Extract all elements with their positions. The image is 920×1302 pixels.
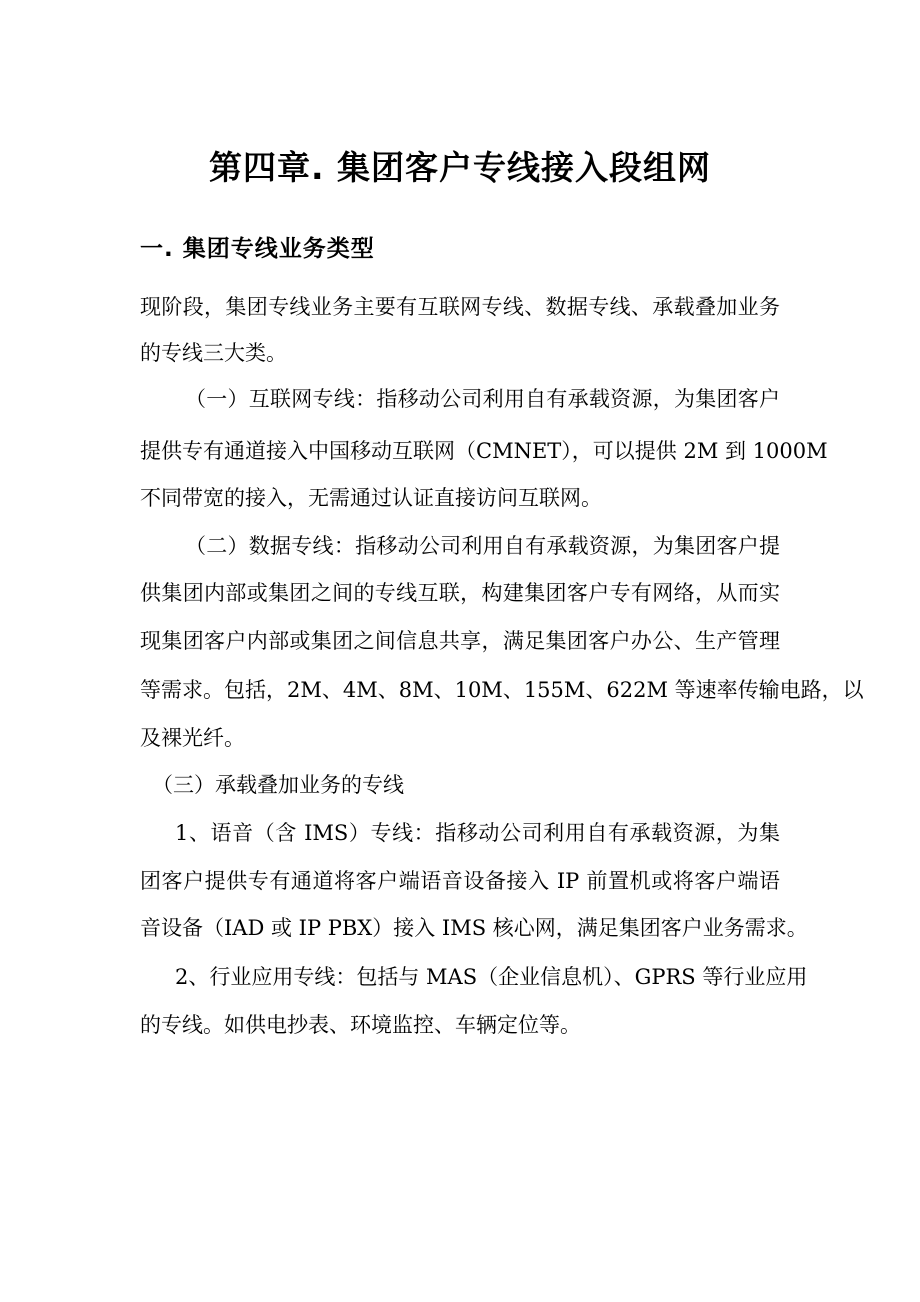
paragraph-line: 的专线三大类。 xyxy=(140,341,287,365)
paragraph-line: 的专线。如供电抄表、环境监控、车辆定位等。 xyxy=(140,1013,581,1037)
paragraph-line: 及裸光纤。 xyxy=(140,726,245,750)
paragraph-line: 1、语音（含 IMS）专线：指移动公司利用自有承载资源，为集 xyxy=(175,821,780,845)
paragraph-line: （二）数据专线：指移动公司利用自有承载资源，为集团客户提 xyxy=(185,534,780,558)
chapter-title: 第四章. 集团客户专线接入段组网 xyxy=(208,148,712,187)
paragraph-line: 团客户提供专有通道将客户端语音设备接入 IP 前置机或将客户端语 xyxy=(140,869,780,893)
paragraph-line: 音设备（IAD 或 IP PBX）接入 IMS 核心网，满足集团客户业务需求。 xyxy=(140,916,808,940)
paragraph-line: 不同带宽的接入，无需通过认证直接访问互联网。 xyxy=(140,486,602,510)
paragraph-line: 提供专有通道接入中国移动互联网（CMNET），可以提供 2M 到 1000M xyxy=(140,439,828,463)
paragraph-line: 等需求。包括，2M、4M、8M、10M、155M、622M 等速率传输电路，以 xyxy=(140,678,864,702)
paragraph-line: 2、行业应用专线：包括与 MAS（企业信息机）、GPRS 等行业应用 xyxy=(175,965,808,989)
paragraph-line: （一）互联网专线：指移动公司利用自有承载资源，为集团客户 xyxy=(185,387,780,411)
section-heading: 一. 集团专线业务类型 xyxy=(140,236,375,262)
paragraph-line: 供集团内部或集团之间的专线互联，构建集团客户专有网络，从而实 xyxy=(140,581,780,605)
paragraph-line: 现集团客户内部或集团之间信息共享，满足集团客户办公、生产管理 xyxy=(140,629,780,653)
paragraph-line: 现阶段，集团专线业务主要有互联网专线、数据专线、承载叠加业务 xyxy=(140,295,780,319)
paragraph-line: （三）承载叠加业务的专线 xyxy=(152,773,404,797)
